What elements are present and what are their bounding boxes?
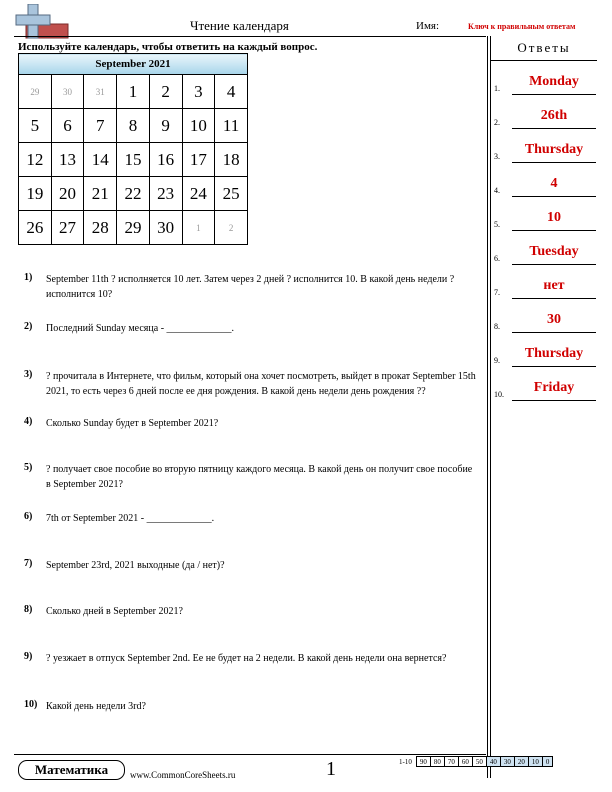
score-table [396,756,553,767]
footer-divider [14,754,486,755]
page-number: 1 [326,758,336,780]
calendar-day: 28 [84,211,117,245]
answer-item [494,176,600,200]
calendar-week [19,75,248,109]
answer-number: 4. [494,186,500,195]
question-text: Какой день недели 3rd? [46,701,146,712]
calendar-day: 14 [84,143,117,177]
answer-item [494,74,600,98]
calendar-week [19,143,248,177]
score-cell: 30 [500,757,514,767]
answer-number: 9. [494,356,500,365]
answer-column-border [490,36,491,778]
calendar-week [19,109,248,143]
answer-value: Friday [533,380,575,395]
answer-line [512,162,596,163]
question-number: 3) [24,369,33,380]
calendar-day: 18 [215,143,248,177]
calendar-week [19,211,248,245]
calendar-week [19,177,248,211]
question-number: 9) [24,651,33,662]
answer-line [512,366,596,367]
answer-number: 5. [494,220,500,229]
score-cell: 90 [416,757,430,767]
header-divider [14,36,486,37]
answer-value: 26th [540,108,568,123]
calendar-day: 1 [182,211,215,245]
calendar-day: 23 [149,177,182,211]
answer-value: Monday [529,74,579,89]
calendar-day: 21 [84,177,117,211]
answer-line [512,298,596,299]
calendar-day: 19 [19,177,52,211]
answer-number: 10. [494,390,504,399]
calendar-day: 17 [182,143,215,177]
calendar-day: 27 [51,211,84,245]
question-text: Сколько дней в September 2021? [46,606,183,617]
score-cell: 80 [430,757,444,767]
calendar-day: 24 [182,177,215,211]
score-cell: 70 [444,757,458,767]
answer-item [494,380,600,404]
calendar-day: 2 [149,75,182,109]
answer-value: Thursday [524,346,584,361]
question-number: 2) [24,321,33,332]
answer-number: 2. [494,118,500,127]
calendar-day: 26 [19,211,52,245]
calendar-day: 29 [19,75,52,109]
question-text: Последний Sunday месяца - _____________. [46,323,235,334]
calendar-title: September 2021 [19,54,248,75]
score-cell: 60 [458,757,472,767]
answer-item [494,108,600,132]
calendar-day: 25 [215,177,248,211]
answer-line [512,230,596,231]
answer-value: 10 [547,210,561,225]
instructions: Используйте календарь, чтобы ответить на каждый вопрос. [18,41,318,53]
answer-column-border [487,36,488,778]
calendar [18,53,248,245]
answer-value: Thursday [524,142,584,157]
calendar-day: 4 [215,75,248,109]
answer-line [512,94,596,95]
question-number: 4) [24,416,33,427]
question-text: ? уезжает в отпуск September 2nd. Ее не будет на 2 недели. В какой день недели она вернется? [46,653,447,664]
calendar-day: 9 [149,109,182,143]
worksheet-title: Чтение календаря [190,18,289,33]
calendar-day: 12 [19,143,52,177]
question-text: 7th от September 2021 - _____________. [46,513,215,524]
score-label: 1-10 [399,757,412,766]
answer-line [512,332,596,333]
answer-value: нет [543,278,565,293]
score-cell: 10 [528,757,542,767]
score-cell: 20 [514,757,528,767]
question-number: 7) [24,558,33,569]
question-text: September 23rd, 2021 выходные (да / нет)? [46,560,225,571]
answer-value: 30 [547,312,561,327]
calendar-day: 8 [117,109,150,143]
answer-number: 7. [494,288,500,297]
answer-value: Tuesday [529,244,579,259]
score-cell: 40 [486,757,500,767]
answer-value: 4 [550,176,558,191]
answer-item [494,210,600,234]
score-cell: 50 [472,757,486,767]
answer-number: 6. [494,254,500,263]
calendar-day: 30 [51,75,84,109]
answer-item [494,312,600,336]
question-number: 5) [24,462,33,473]
plus-logo-icon [14,4,70,44]
answer-number: 1. [494,84,500,93]
answers-title-underline [491,60,597,61]
site-url: www.CommonCoreSheets.ru [130,770,236,780]
answer-item [494,142,600,166]
calendar-day: 31 [84,75,117,109]
calendar-day: 11 [215,109,248,143]
calendar-day: 29 [117,211,150,245]
question-text: ? прочитала в Интернете, что фильм, который она хочет посмотреть, выйдет в прокат September 15th 2021, то есть через 6 дней после ее дня рождения. В какой день недели день рождения ?? [46,371,476,397]
calendar-day: 22 [117,177,150,211]
calendar-day: 16 [149,143,182,177]
answer-item [494,244,600,268]
calendar-day: 30 [149,211,182,245]
calendar-day: 7 [84,109,117,143]
calendar-day: 15 [117,143,150,177]
question-number: 6) [24,511,33,522]
answer-line [512,264,596,265]
score-cell: 0 [542,757,553,767]
answer-number: 8. [494,322,500,331]
answer-key-label: Ключ к правильным ответам [468,22,576,31]
question-number: 8) [24,604,33,615]
question-number: 10) [24,699,38,710]
calendar-day: 13 [51,143,84,177]
calendar-day: 2 [215,211,248,245]
calendar-day: 5 [19,109,52,143]
brand-badge: Математика [18,760,125,780]
calendar-day: 3 [182,75,215,109]
answer-line [512,128,596,129]
answer-line [512,196,596,197]
question-text: September 11th ? исполняется 10 лет. Затем через 2 дней ? исполнится 10. В какой день недели ? исполнится 10? [46,274,455,300]
question-number: 1) [24,272,33,283]
calendar-day: 6 [51,109,84,143]
answers-title: Ответы [517,40,571,55]
answer-item [494,278,600,302]
answer-number: 3. [494,152,500,161]
name-label: Имя: [416,20,440,32]
question-text: ? получает свое пособие во вторую пятницу каждого месяца. В какой день он получит свое пособие в September 2021? [46,464,473,490]
calendar-day: 10 [182,109,215,143]
answer-item [494,346,600,370]
calendar-day: 20 [51,177,84,211]
answer-line [512,400,596,401]
calendar-day: 1 [117,75,150,109]
question-text: Сколько Sunday будет в September 2021? [46,418,219,429]
